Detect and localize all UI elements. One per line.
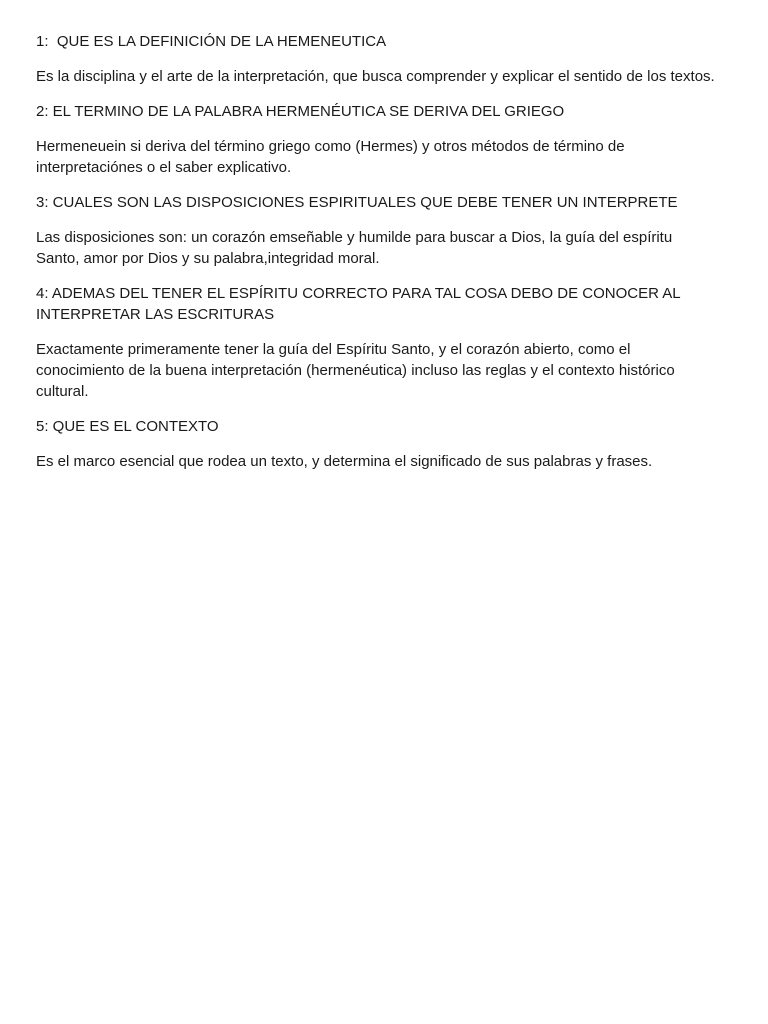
- answer-2: Hermeneuein si deriva del término griego como (Hermes) y otros métodos de término de interpretaciónes o el saber explicativo.: [36, 138, 629, 176]
- qa-block-5: [36, 416, 716, 472]
- qa-block-4: [36, 283, 716, 402]
- document-body: [36, 31, 716, 486]
- question-1: 1: QUE ES LA DEFINICIÓN DE LA HEMENEUTICA: [36, 33, 387, 50]
- question-3: 3: CUALES SON LAS DISPOSICIONES ESPIRITUALES QUE DEBE TENER UN INTERPRETE: [36, 194, 678, 211]
- answer-3: Las disposiciones son: un corazón emseñable y humilde para buscar a Dios, la guía del espíritu Santo, amor por Dios y su palabra,integridad moral.: [36, 229, 677, 267]
- question-5: 5: QUE ES EL CONTEXTO: [36, 418, 219, 435]
- qa-block-1: [36, 31, 716, 87]
- answer-1: Es la disciplina y el arte de la interpretación, que busca comprender y explicar el sentido de los textos.: [36, 68, 715, 85]
- answer-5: Es el marco esencial que rodea un texto, y determina el significado de sus palabras y frases.: [36, 453, 653, 470]
- qa-block-2: [36, 101, 716, 178]
- question-2: 2: EL TERMINO DE LA PALABRA HERMENÉUTICA SE DERIVA DEL GRIEGO: [36, 103, 565, 120]
- answer-4: Exactamente primeramente tener la guía del Espíritu Santo, y el corazón abierto, como el conocimiento de la buena interpretación (hermenéutica) incluso las reglas y el contexto histórico cultural.: [36, 341, 679, 400]
- qa-block-3: [36, 192, 716, 269]
- question-4: 4: ADEMAS DEL TENER EL ESPÍRITU CORRECTO PARA TAL COSA DEBO DE CONOCER AL INTERPRETAR LAS ESCRITURAS: [36, 285, 685, 323]
